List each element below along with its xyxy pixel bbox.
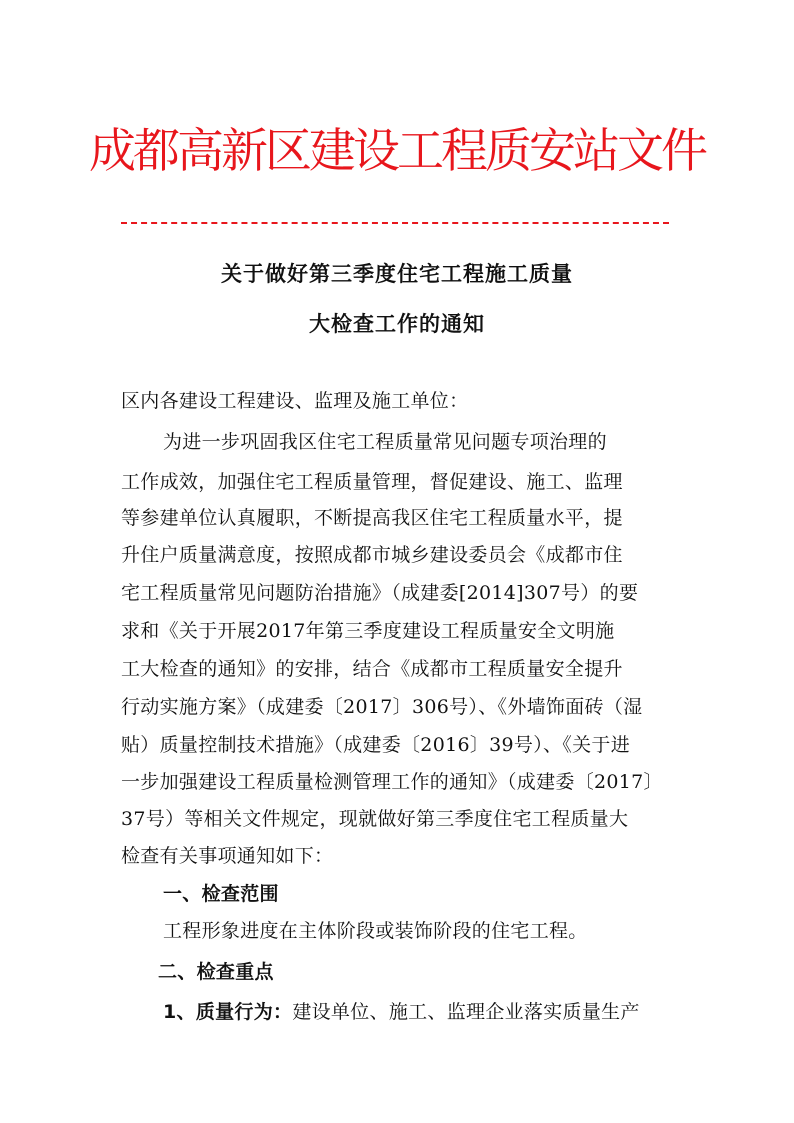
paragraph-line: 宅工程质量常见问题防治措施》（成建委[2014]307号）的要 bbox=[121, 582, 639, 604]
paragraph-line: 一步加强建设工程质量检测管理工作的通知》（成建委〔2017〕 bbox=[121, 771, 663, 793]
item-quality-behavior bbox=[163, 999, 640, 1025]
paragraph-line: 检查有关事项通知如下： bbox=[121, 845, 334, 867]
paragraph-line: 行动实施方案》（成建委〔2017〕306号）、《外墙饰面砖（湿 bbox=[121, 696, 643, 718]
section-heading-scope: 一、检查范围 bbox=[163, 883, 279, 905]
paragraph-line: 求和《关于开展2017年第三季度建设工程质量安全文明施 bbox=[121, 620, 615, 642]
paragraph-line: 工作成效，加强住宅工程质量管理，督促建设、施工、监理 bbox=[121, 471, 623, 493]
salutation: 区内各建设工程建设、监理及施工单位： bbox=[121, 390, 469, 412]
item-label: 1、质量行为： bbox=[163, 1001, 293, 1023]
item-text: 建设单位、施工、监理企业落实质量生产 bbox=[292, 1001, 640, 1023]
section-heading-focus: 二、检查重点 bbox=[158, 961, 274, 983]
paragraph-line: 为进一步巩固我区住宅工程质量常见问题专项治理的 bbox=[163, 431, 607, 453]
document-title-line-2: 大检查工作的通知 bbox=[309, 311, 485, 336]
document-title-line-1: 关于做好第三季度住宅工程施工质量 bbox=[221, 261, 573, 286]
letterhead-divider bbox=[121, 222, 669, 224]
section-scope-text: 工程形象进度在主体阶段或装饰阶段的住宅工程。 bbox=[163, 920, 588, 942]
paragraph-line: 37号）等相关文件规定，现就做好第三季度住宅工程质量大 bbox=[121, 808, 629, 830]
paragraph-line: 工大检查的通知》的安排，结合《成都市工程质量安全提升 bbox=[121, 658, 623, 680]
paragraph-line: 等参建单位认真履职，不断提高我区住宅工程质量水平，提 bbox=[121, 507, 623, 529]
paragraph-line: 贴）质量控制技术措施》（成建委〔2016〕39号）、《关于进 bbox=[121, 734, 631, 756]
letterhead-title: 成都高新区建设工程质安站文件 bbox=[89, 124, 705, 179]
paragraph-line: 升住户质量满意度，按照成都市城乡建设委员会《成都市住 bbox=[121, 544, 623, 566]
